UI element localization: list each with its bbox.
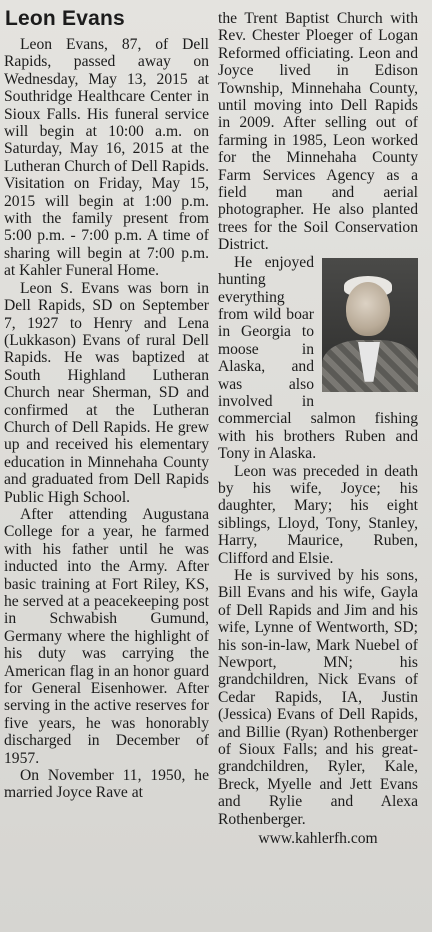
paragraph-hunting-text: He enjoyed hunting everything from wild boar in Georgia to moose in Alaska, and was also involved in commercial salmon fishing with his brothers Ruben and Tony in Alaska.: [218, 253, 418, 463]
funeral-home-website: www.kahlerfh.com: [258, 830, 378, 848]
portrait-photo: [322, 258, 418, 392]
paragraph-preceded: Leon was preceded in death by his wife, Joyce; his daughter, Mary; his eight siblings, Lloyd, Tony, Stanley, Harry, Maurice, Ruben, Clifford and Elsie.: [218, 462, 418, 567]
paragraph-announcement: Leon Evans, 87, of Dell Rapids, passed away on Wednesday, May 13, 2015 at Southridge Healthcare Center in Sioux Falls. His funeral service will begin at 10:00 a.m. on Saturday, May 16, 2015 at the Lutheran Church of Dell Rapids. Visitation on Friday, May 15, 2015 will begin at 1:00 p.m. with the family present from 5:00 p.m. - 7:00 p.m. A time of sharing will begin at 7:00 p.m. at Kahler Funeral Home.: [4, 36, 209, 280]
paragraph-birth: Leon S. Evans was born in Dell Rapids, SD on September 7, 1927 to Henry and Lena (Lukkason) Evans of rural Dell Rapids. He was baptized at South Highland Lutheran Church near Sherman, SD and confirmed at the Lutheran Church of Dell Rapids. He grew up and received his elementary education in Minnehaha County and graduated from Dell Rapids Public High School.: [4, 279, 209, 506]
paragraph-hunting: [218, 254, 418, 463]
photo-face: [346, 282, 390, 336]
left-column: [4, 0, 209, 802]
paragraph-survived: He is survived by his sons, Bill Evans and his wife, Gayla of Dell Rapids and Jim and his wife, Lynne of Wentworth, SD; his son-in-law, Mark Nuebel of Newport, MN; his grandchildren, Nick Evans of Cedar Rapids, IA, Justin (Jessica) Evans of Dell Rapids, and Billie (Ryan) Rothenberger of Sioux Falls; and his great-grandchildren, Ryler, Kale, Breck, Myelle and Jett Evans and Rylie and Alexa Rothenberger.: [218, 567, 418, 828]
paragraph-military: After attending Augustana College for a year, he farmed with his father until he was inducted into the Army. After basic training at Fort Riley, KS, he served at a peacekeeping post in Schwabish Gumund, Germany where the highlight of his duty was carrying the American flag in an honor guard for General Eisenhower. After serving in the active reserves for five years, he was honorably discharged in December of 1957.: [4, 505, 209, 767]
obituary-heading: Leon Evans: [5, 7, 125, 30]
right-column: [218, 10, 418, 848]
paragraph-continued: the Trent Baptist Church with Rev. Chester Ploeger of Logan Reformed officiating. Leon and Joyce lived in Edison Township, Minnehaha County, until moving into Dell Rapids in 2009. After selling out of farming in 1985, Leon worked for the Minnehaha County Farm Services Agency as a field man and aerial photographer. He also planted trees for the Soil Conservation District.: [218, 10, 418, 254]
paragraph-marriage: On November 11, 1950, he married Joyce Rave at: [4, 767, 209, 802]
